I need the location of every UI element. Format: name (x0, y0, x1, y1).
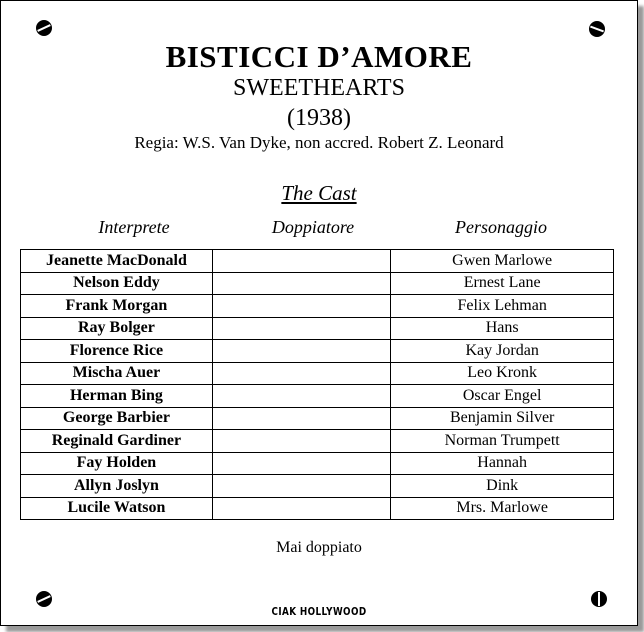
cast-dubber-cell (212, 430, 390, 453)
cast-actor-cell: Nelson Eddy (21, 272, 213, 295)
cast-dubber-cell (212, 362, 390, 385)
cast-actor-cell: Mischa Auer (21, 362, 213, 385)
director-credit: Regia: W.S. Van Dyke, non accred. Robert Z. Leonard (134, 133, 504, 152)
column-header-actor: Interprete (98, 217, 170, 237)
cast-character-cell: Dink (391, 475, 614, 498)
table-row (21, 497, 614, 520)
table-row (21, 475, 614, 498)
screw-icon (36, 20, 52, 36)
column-header-character: Personaggio (455, 217, 547, 237)
cast-actor-cell: George Barbier (21, 407, 213, 430)
cast-dubber-cell (212, 317, 390, 340)
column-header-dubber: Doppiatore (271, 217, 355, 237)
cast-dubber-cell (212, 407, 390, 430)
cast-character-cell: Hannah (391, 452, 614, 475)
cast-character-cell: Benjamin Silver (391, 407, 614, 430)
table-row (21, 317, 614, 340)
table-row (21, 385, 614, 408)
cast-character-cell: Kay Jordan (391, 340, 614, 363)
cast-table (20, 249, 614, 520)
cast-dubber-cell (212, 452, 390, 475)
table-row (21, 362, 614, 385)
cast-character-cell: Norman Trumpett (391, 430, 614, 453)
cast-actor-cell: Ray Bolger (21, 317, 213, 340)
cast-dubber-cell (212, 385, 390, 408)
screw-icon (36, 591, 52, 607)
cast-character-cell: Hans (391, 317, 614, 340)
cast-actor-cell: Jeanette MacDonald (21, 250, 213, 273)
cast-actor-cell: Reginald Gardiner (21, 430, 213, 453)
cast-character-cell: Gwen Marlowe (391, 250, 614, 273)
cast-character-cell: Oscar Engel (391, 385, 614, 408)
cast-heading: The Cast (281, 181, 357, 205)
cast-character-cell: Ernest Lane (391, 272, 614, 295)
cast-actor-cell: Herman Bing (21, 385, 213, 408)
cast-actor-cell: Fay Holden (21, 452, 213, 475)
cast-dubber-cell (212, 497, 390, 520)
release-year: (1938) (287, 105, 351, 131)
cast-actor-cell: Allyn Joslyn (21, 475, 213, 498)
brand-logo: CIAK HOLLYWOOD (271, 605, 367, 618)
screw-icon (591, 591, 607, 607)
cast-actor-cell: Frank Morgan (21, 295, 213, 318)
cast-actor-cell: Lucile Watson (21, 497, 213, 520)
table-row (21, 452, 614, 475)
cast-dubber-cell (212, 340, 390, 363)
cast-character-cell: Mrs. Marlowe (391, 497, 614, 520)
table-row (21, 272, 614, 295)
cast-character-cell: Felix Lehman (391, 295, 614, 318)
screw-icon (589, 21, 605, 37)
film-title: BISTICCI D’AMORE (165, 39, 473, 74)
cast-character-cell: Leo Kronk (391, 362, 614, 385)
table-row (21, 407, 614, 430)
table-row (21, 250, 614, 273)
cast-dubber-cell (212, 295, 390, 318)
original-title: SWEETHEARTS (233, 75, 405, 101)
dubbing-note: Mai doppiato (276, 539, 362, 556)
cast-dubber-cell (212, 250, 390, 273)
table-row (21, 340, 614, 363)
table-row (21, 430, 614, 453)
cast-dubber-cell (212, 272, 390, 295)
cast-actor-cell: Florence Rice (21, 340, 213, 363)
table-row (21, 295, 614, 318)
cast-dubber-cell (212, 475, 390, 498)
